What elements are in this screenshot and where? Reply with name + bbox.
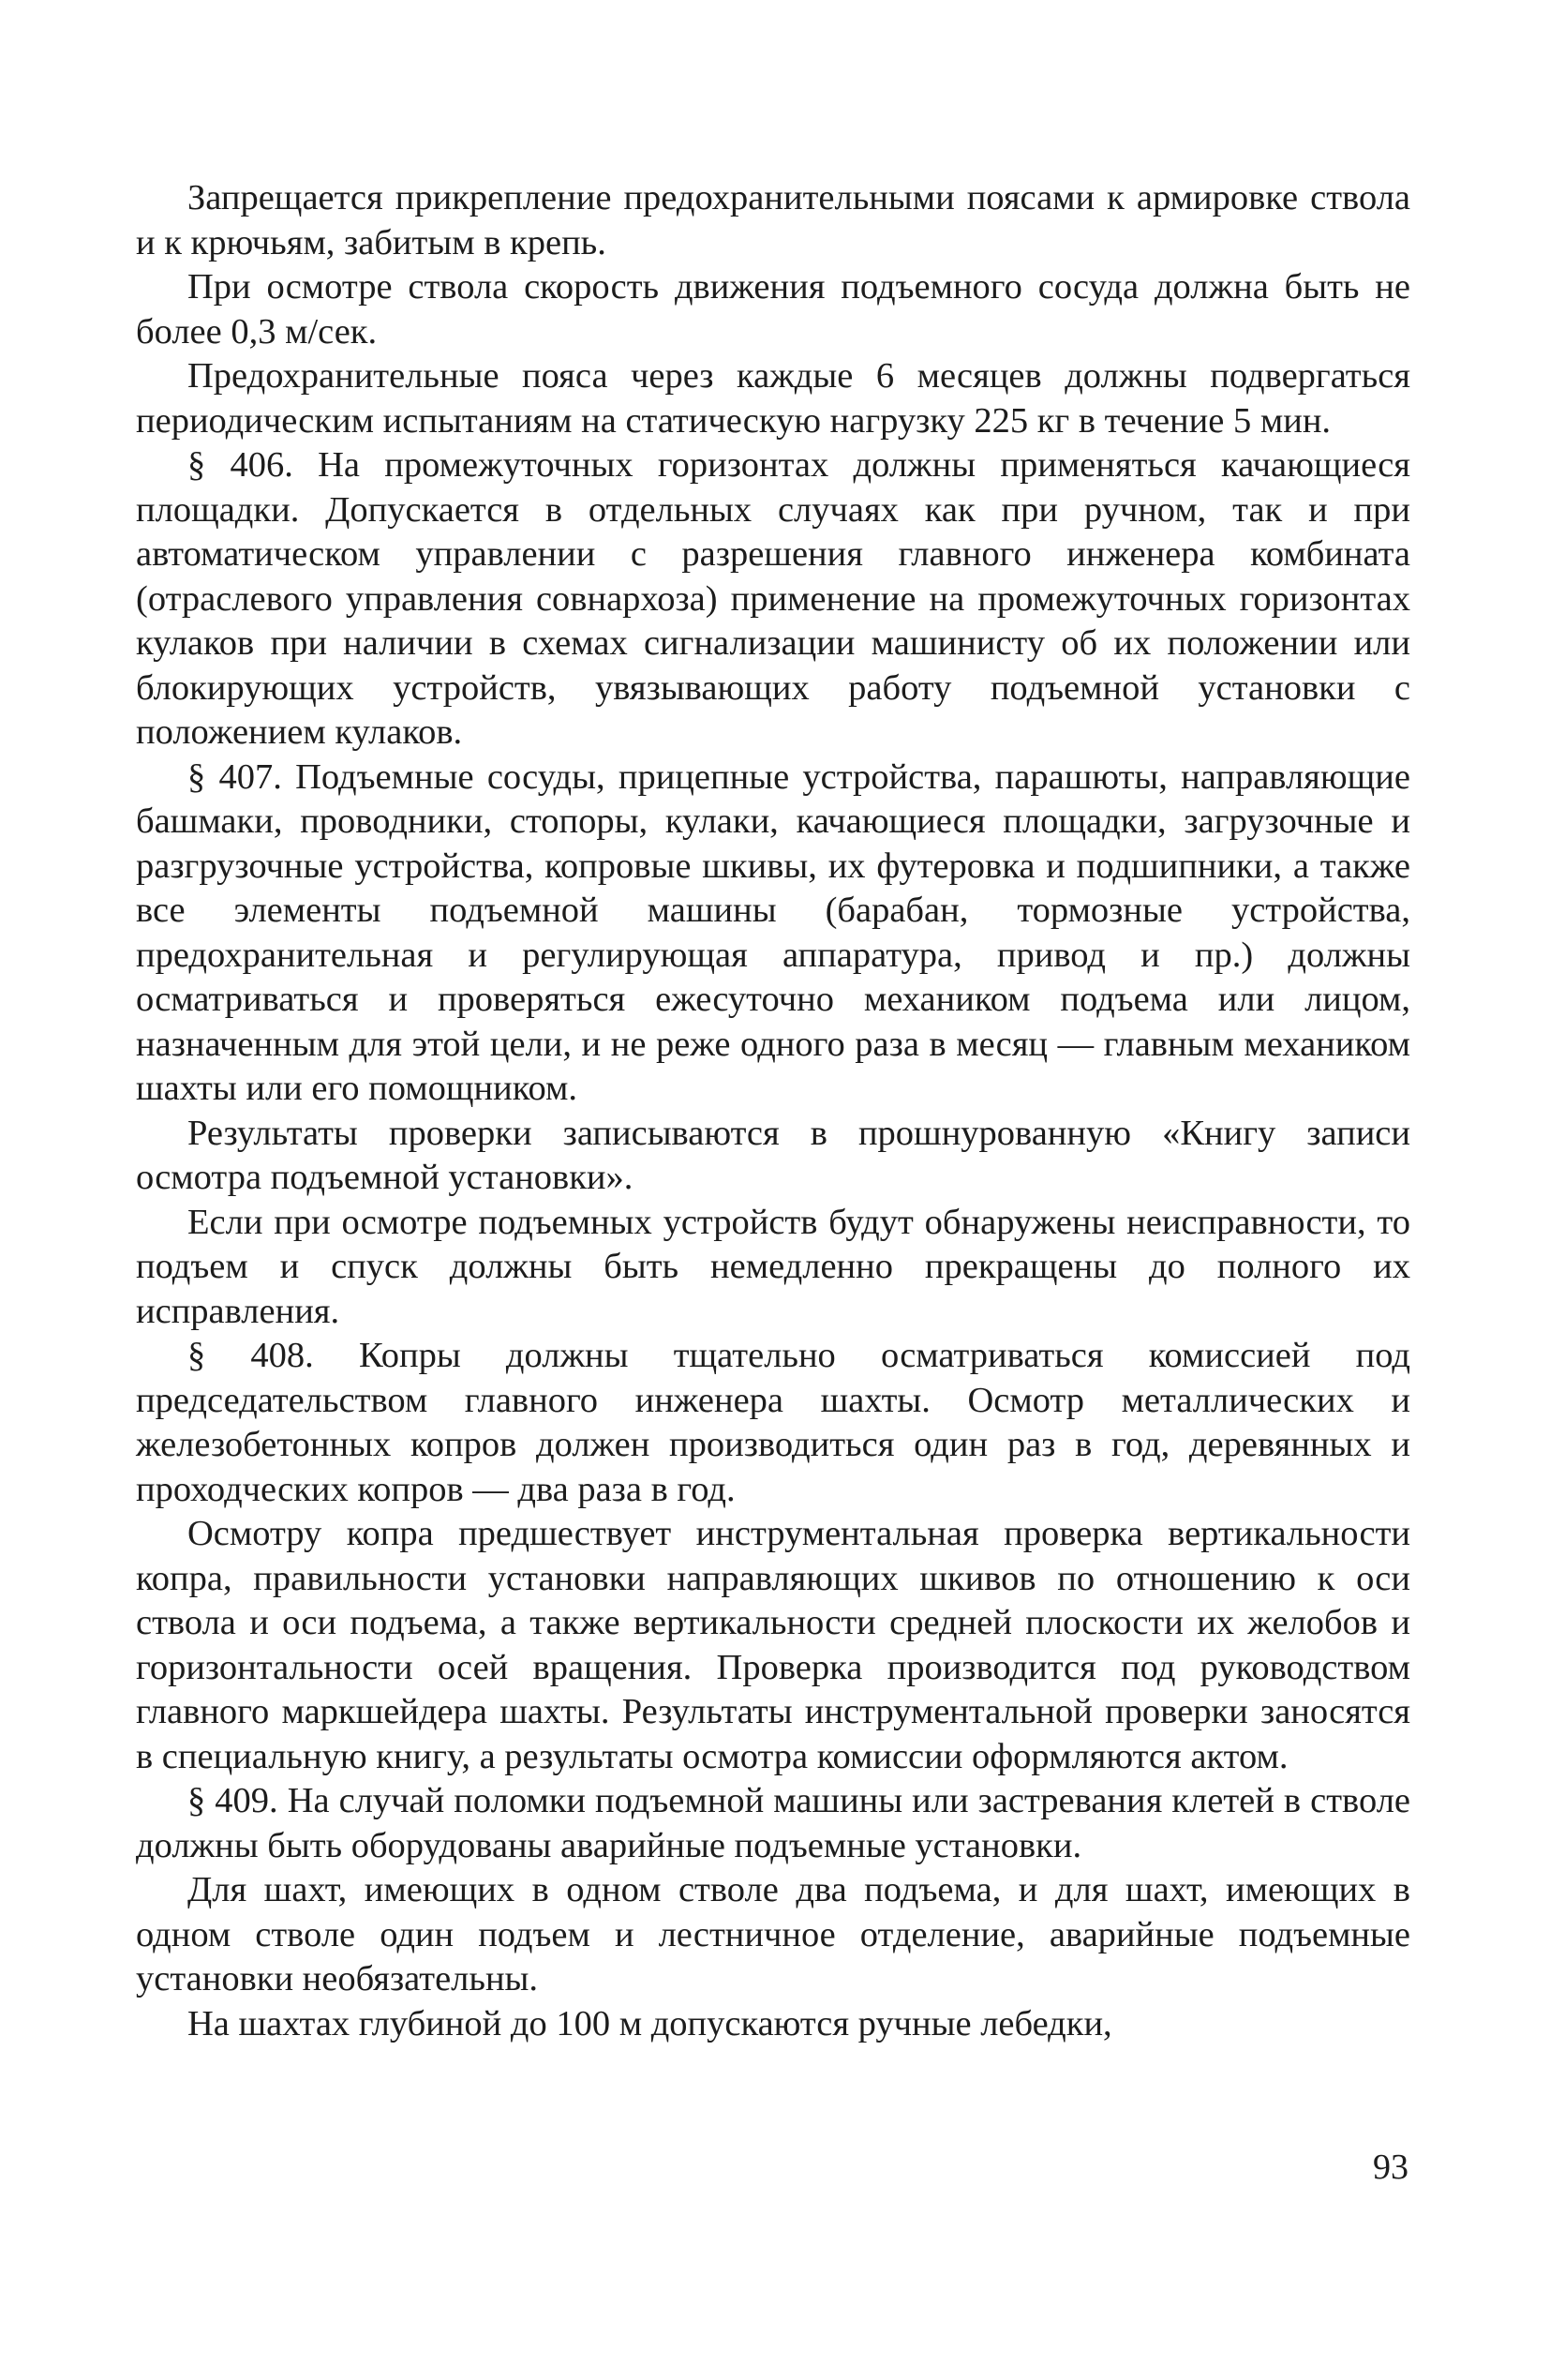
section-407: § 407. Подъемные сосуды, прицепные устройства, парашюты, направляющие башмаки, проводники, стопоры, кулаки, качающиеся площадки, загрузочные и разгрузочные устройства, копровые шкивы, их футеровка и подшипники, а также все элементы подъемной машины (барабан, тормозные устройства, предохранительная и регулирующая аппаратура, привод и пр.) должны осматриваться и проверяться ежесуточно механиком подъема или лицом, назначенным для этой цели, и не реже одного раза в месяц — главным механиком шахты или его помощником.: [136, 756, 1410, 1108]
paragraph: При осмотре ствола скорость движения подъемного сосуда должна быть не более 0,3 м/сек.: [136, 267, 1410, 352]
paragraph: Если при осмотре подъемных устройств будут обнаружены неисправности, то подъем и спуск должны быть немедленно прекращены до полного их исправления.: [136, 1202, 1410, 1331]
paragraph: На шахтах глубиной до 100 м допускаются ручные лебедки,: [187, 2003, 1112, 2043]
paragraph: Предохранительные пояса через каждые 6 месяцев должны подвергаться периодическим испытаниям на статическую нагрузку 225 кг в течение 5 мин.: [136, 356, 1410, 441]
section-409: § 409. На случай поломки подъемной машины или застревания клетей в стволе должны быть оборудованы аварийные подъемные установки.: [136, 1781, 1410, 1865]
page-number: 93: [1373, 2148, 1408, 2187]
paragraph: Для шахт, имеющих в одном стволе два подъема, и для шахт, имеющих в одном стволе один подъем и лестничное отделение, аварийные подъемные установки необязательны.: [136, 1870, 1410, 1998]
section-408: § 408. Копры должны тщательно осматриваться комиссией под председательством главного инженера шахты. Осмотр металлических и железобетонных копров должен производиться один раз в год, деревянных и проходческих копров — два раза в год.: [136, 1336, 1410, 1509]
paragraph: Результаты проверки записываются в прошнурованную «Книгу записи осмотра подъемной установки».: [136, 1113, 1410, 1197]
paragraph: Осмотру копра предшествует инструментальная проверка вертикальности копра, правильности установки направляющих шкивов по отношению к оси ствола и оси подъема, а также вертикальности средней плоскости их желобов и горизонтальности осей вращения. Проверка производится под руководством главного маркшейдера шахты. Результаты инструментальной проверки заносятся в специальную книгу, а результаты осмотра комиссии оформляются актом.: [136, 1514, 1410, 1776]
page-body: [136, 176, 1410, 2046]
section-406: § 406. На промежуточных горизонтах должны применяться качающиеся площадки. Допускается в отдельных случаях как при ручном, так и при автоматическом управлении с разрешения главного инженера комбината (отраслевого управления совнархоза) применение на промежуточных горизонтах кулаков при наличии в схемах сигнализации машинисту об их положении или блокирующих устройств, увязывающих работу подъемной установки с положением кулаков.: [136, 445, 1410, 752]
paragraph: Запрещается прикрепление предохранительными поясами к армировке ствола и к крючьям, забитым в крепь.: [136, 178, 1410, 262]
